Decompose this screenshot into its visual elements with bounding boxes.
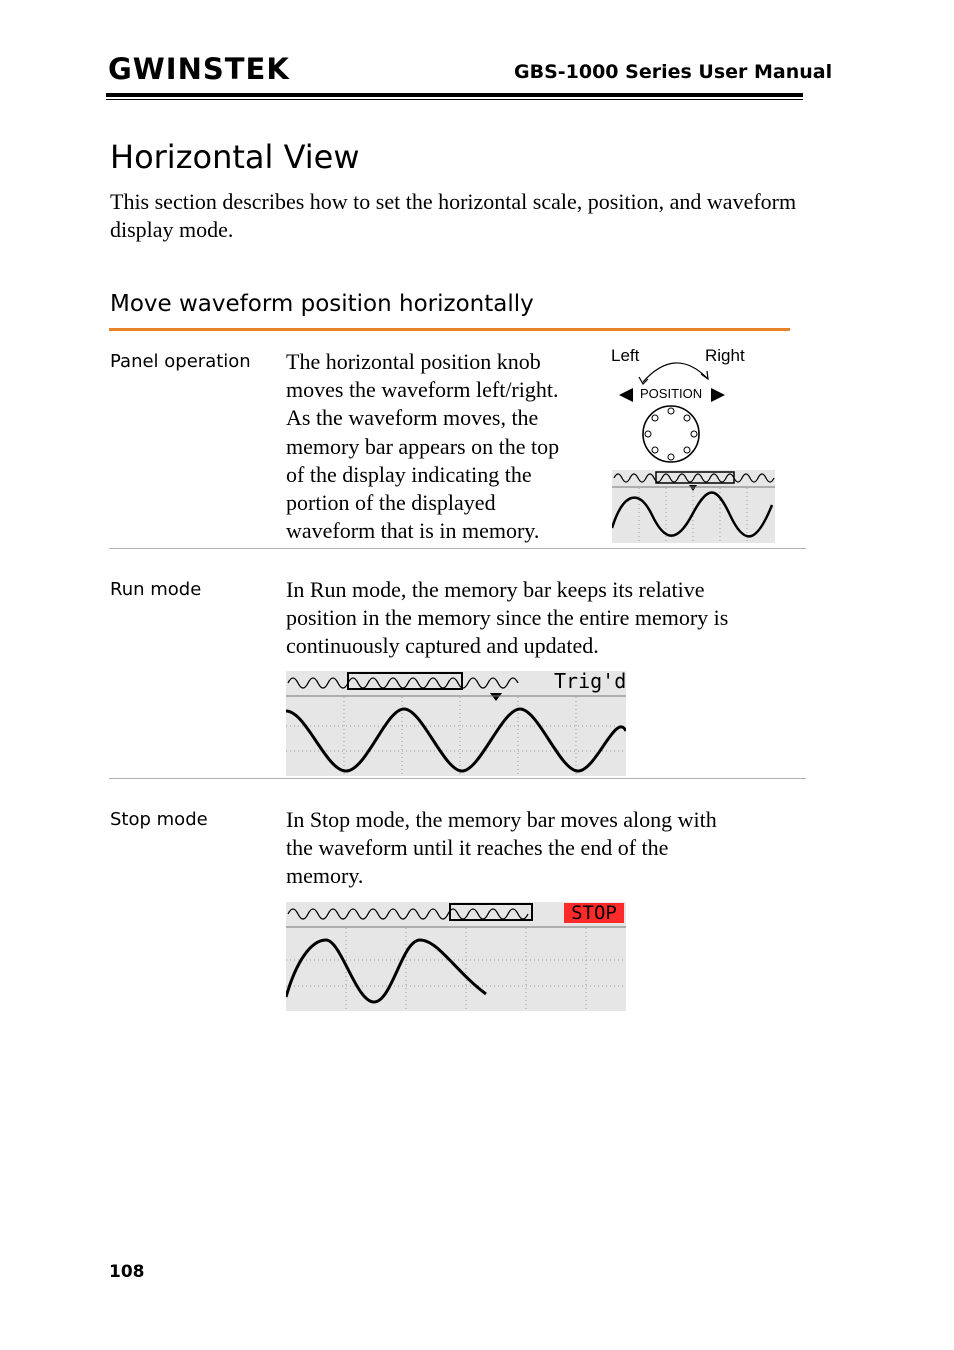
row-text-panel-operation	[286, 348, 611, 545]
text-line: position in the memory since the entire memory is	[286, 605, 729, 631]
header-rule-thin	[106, 99, 803, 100]
row-label-panel-operation: Panel operation	[110, 351, 251, 372]
stop-status-badge: STOP	[564, 903, 624, 923]
knob-left-label: Left	[611, 346, 640, 365]
text-line: In Run mode, the memory bar keeps its relative	[286, 577, 705, 602]
text-line: waveform that is in memory.	[286, 518, 540, 544]
row-text-run-mode	[286, 576, 806, 661]
text-line: memory.	[286, 863, 364, 889]
row-separator	[109, 778, 806, 779]
manual-title: GBS-1000 Series User Manual	[514, 61, 833, 83]
section-title: Horizontal View	[110, 138, 360, 176]
page-number: 108	[109, 1262, 145, 1282]
row-label-run-mode: Run mode	[110, 579, 202, 600]
text-line: moves the waveform left/right.	[286, 377, 559, 403]
knob-name-label: POSITION	[640, 386, 703, 401]
knob-right-label: Right	[705, 346, 745, 365]
text-line: the waveform until it reaches the end of the	[286, 835, 669, 861]
mini-scope-screen	[612, 470, 775, 543]
brand-logo: GWINSTEK	[108, 52, 290, 86]
header-rule	[106, 93, 803, 97]
text-line: of the display indicating the	[286, 461, 532, 487]
text-line: memory bar appears on the top	[286, 433, 560, 459]
run-status-label: Trig'd	[554, 669, 627, 693]
subsection-rule	[109, 328, 790, 331]
text-line: continuously captured and updated.	[286, 633, 599, 659]
row-separator	[109, 548, 806, 549]
text-line: portion of the displayed	[286, 490, 496, 516]
text-line: The horizontal position knob	[286, 349, 541, 374]
text-line: In Stop mode, the memory bar moves along with	[286, 807, 717, 832]
stop-mode-scope-screen	[286, 902, 626, 1011]
section-intro: This section describes how to set the horizontal scale, position, and waveform display mode.	[110, 189, 797, 242]
row-text-stop-mode	[286, 806, 806, 891]
row-label-stop-mode: Stop mode	[110, 809, 208, 830]
text-line: As the waveform moves, the	[286, 405, 539, 431]
subsection-title: Move waveform position horizontally	[110, 291, 534, 317]
run-mode-scope-screen	[286, 671, 626, 776]
position-knob-icon	[615, 352, 735, 464]
